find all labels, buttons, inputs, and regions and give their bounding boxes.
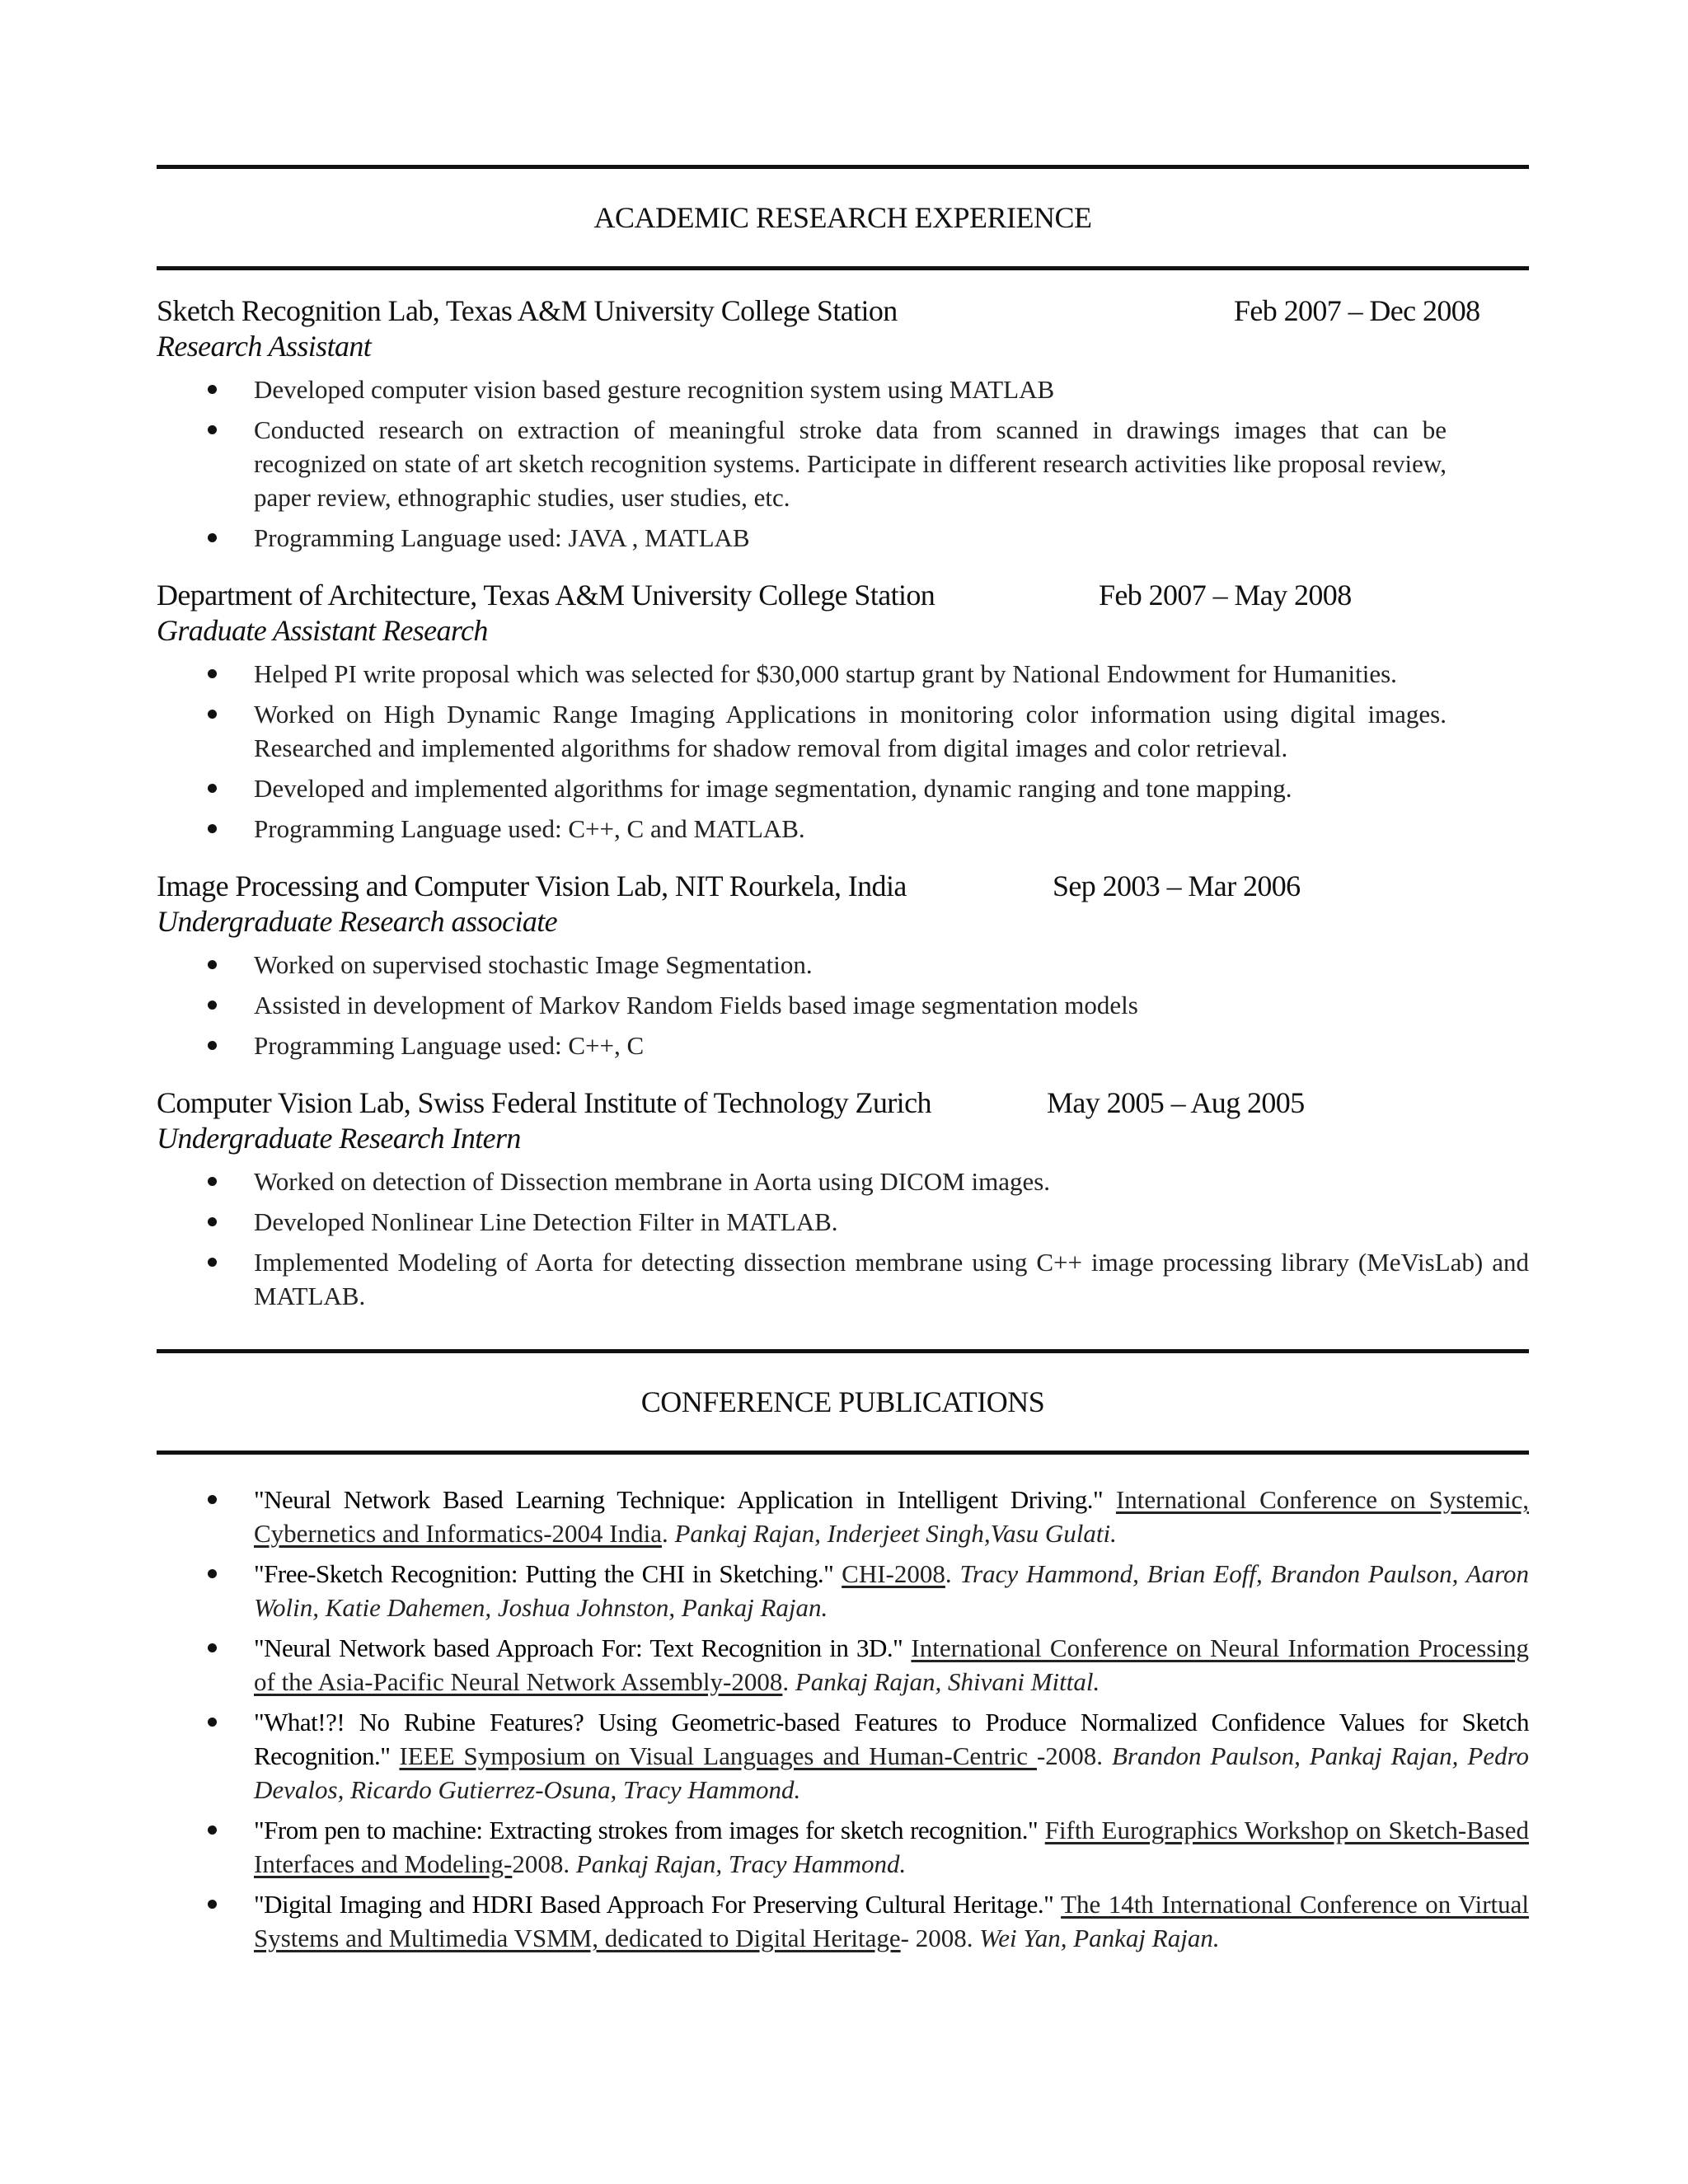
section-bottom-rule — [157, 1451, 1529, 1455]
publication-venue-link[interactable]: The 14th International Conference on Virtual Systems and Multimedia VSMM, dedicated to Digital Heritage — [254, 1890, 1529, 1952]
publication-list — [157, 1483, 1529, 1955]
publication-authors: Brandon Paulson, Pankaj Rajan, Pedro Devalos, Ricardo Gutierrez-Osuna, Tracy Hammond. — [254, 1741, 1530, 1804]
bullet-icon — [208, 824, 217, 833]
entry-role: Graduate Assistant Research — [157, 614, 488, 647]
publication-item — [157, 1557, 1529, 1624]
section-bottom-rule — [157, 266, 1529, 270]
publication-title: "Free-Sketch Recognition: Putting the CHI in Sketching." — [254, 1559, 834, 1588]
research-entry — [157, 578, 1529, 846]
list-item: Developed Nonlinear Line Detection Filter in MATLAB. — [157, 1205, 1529, 1239]
publication-authors: Wei Yan, Pankaj Rajan. — [979, 1924, 1220, 1952]
entry-role: Undergraduate Research associate — [157, 905, 558, 938]
bullet-icon — [208, 1177, 217, 1186]
bullet-icon — [208, 710, 217, 719]
bullet-icon — [208, 385, 217, 394]
list-item: Implemented Modeling of Aorta for detecting dissection membrane using C++ image processing library (MeVisLab) and MATLAB. — [157, 1245, 1529, 1313]
entry-organization: Sketch Recognition Lab, Texas A&M University College Station — [157, 294, 898, 327]
publication-venue-link[interactable]: International Conference on Systemic, Cybernetics and Informatics-2004 India — [254, 1485, 1529, 1548]
bullet-icon — [208, 1495, 217, 1504]
list-item: Developed and implemented algorithms for image segmentation, dynamic ranging and tone mapping. — [157, 771, 1529, 805]
publication-venue-link[interactable]: International Conference on Neural Information Processing of the Asia-Pacific Neural Network Assembly-2008 — [254, 1633, 1530, 1696]
bullet-icon — [208, 1001, 217, 1010]
publication-authors: Pankaj Rajan, Shivani Mittal. — [795, 1667, 1100, 1696]
publication-item — [157, 1483, 1529, 1550]
entry-organization: Department of Architecture, Texas A&M University College Station — [157, 579, 935, 612]
bullet-list — [157, 657, 1529, 846]
section-title-research: ACADEMIC RESEARCH EXPERIENCE — [593, 201, 1092, 234]
publication-venue-link[interactable]: IEEE Symposium on Visual Languages and Human-Centric — [399, 1741, 1037, 1770]
publication-title: "From pen to machine: Extracting strokes from images for sketch recognition." — [254, 1816, 1039, 1844]
list-item: Worked on supervised stochastic Image Segmentation. — [157, 948, 1529, 982]
entry-dates: Sep 2003 – Mar 2006 — [1053, 869, 1301, 902]
section-top-rule — [157, 165, 1529, 169]
list-item: Conducted research on extraction of meaningful stroke data from scanned in drawings images that can be recognized on state of art sketch recognition systems. Participate in different research activities like proposal review, paper review, ethnographic studies, user studies, etc. — [157, 413, 1529, 514]
list-item: Helped PI write proposal which was selected for $30,000 startup grant by National Endowment for Humanities. — [157, 657, 1529, 691]
bullet-icon — [208, 1900, 217, 1909]
bullet-icon — [208, 1217, 217, 1226]
list-item: Programming Language used: C++, C and MATLAB. — [157, 812, 1529, 846]
publication-item — [157, 1887, 1529, 1955]
entry-role: Research Assistant — [157, 330, 372, 363]
entry-organization: Computer Vision Lab, Swiss Federal Institute of Technology Zurich — [157, 1086, 931, 1119]
bullet-list — [157, 373, 1529, 555]
bullet-icon — [208, 960, 217, 969]
research-entry — [157, 293, 1529, 555]
publication-venue-suffix: . — [782, 1667, 790, 1696]
publication-venue-suffix: 2008. — [512, 1849, 570, 1878]
bullet-icon — [208, 669, 217, 678]
research-entry — [157, 1085, 1529, 1313]
section-title-publications: CONFERENCE PUBLICATIONS — [640, 1385, 1045, 1418]
publication-venue-suffix: . — [945, 1559, 952, 1588]
publication-venue-link[interactable]: CHI-2008 — [842, 1559, 945, 1588]
publication-item — [157, 1813, 1529, 1881]
entry-organization: Image Processing and Computer Vision Lab, NIT Rourkela, India — [157, 869, 907, 902]
publication-authors: Pankaj Rajan, Inderjeet Singh,Vasu Gulati. — [674, 1519, 1117, 1548]
resume-page — [157, 165, 1529, 1961]
entry-dates: Feb 2007 – Dec 2008 — [1234, 294, 1480, 327]
publication-venue-suffix: . — [662, 1519, 668, 1548]
bullet-list — [157, 948, 1529, 1062]
entry-role: Undergraduate Research Intern — [157, 1122, 521, 1155]
bullet-icon — [208, 425, 217, 434]
bullet-icon — [208, 784, 217, 793]
publication-venue-suffix: -2008. — [1036, 1741, 1104, 1770]
publication-item — [157, 1631, 1529, 1699]
publication-authors: Pankaj Rajan, Tracy Hammond. — [575, 1849, 907, 1878]
entry-dates: Feb 2007 – May 2008 — [1099, 579, 1352, 612]
list-item: Programming Language used: JAVA , MATLAB — [157, 521, 1529, 555]
section-top-rule — [157, 1349, 1529, 1353]
bullet-icon — [208, 533, 217, 542]
list-item: Worked on detection of Dissection membrane in Aorta using DICOM images. — [157, 1165, 1529, 1198]
publication-title: "Neural Network based Approach For: Text Recognition in 3D." — [254, 1633, 903, 1662]
bullet-icon — [208, 1258, 217, 1267]
bullet-icon — [208, 1569, 217, 1578]
research-entry — [157, 869, 1529, 1062]
publication-title: "Neural Network Based Learning Technique: Application in Intelligent Driving." — [254, 1485, 1104, 1514]
publication-item — [157, 1705, 1529, 1807]
list-item: Developed computer vision based gesture recognition system using MATLAB — [157, 373, 1529, 406]
entry-dates: May 2005 – Aug 2005 — [1047, 1086, 1305, 1119]
bullet-icon — [208, 1825, 217, 1835]
bullet-icon — [208, 1643, 217, 1652]
publication-venue-link[interactable]: Fifth Eurographics Workshop on Sketch-Based Interfaces and Modeling- — [254, 1816, 1529, 1878]
bullet-icon — [208, 1041, 217, 1050]
publication-authors: Tracy Hammond, Brian Eoff, Brandon Paulson, Aaron Wolin, Katie Dahemen, Joshua Johnston, Pankaj Rajan. — [254, 1559, 1530, 1622]
publication-venue-suffix: - 2008. — [900, 1924, 973, 1952]
list-item: Programming Language used: C++, C — [157, 1029, 1529, 1062]
bullet-icon — [208, 1718, 217, 1727]
publication-title: "What!?! No Rubine Features? Using Geometric-based Features to Produce Normalized Confidence Values for Sketch Recognition." — [254, 1708, 1529, 1770]
bullet-list — [157, 1165, 1529, 1313]
list-item: Worked on High Dynamic Range Imaging Applications in monitoring color information using digital images. Researched and implemented algorithms for shadow removal from digital images and color retrieval. — [157, 697, 1529, 765]
list-item: Assisted in development of Markov Random Fields based image segmentation models — [157, 988, 1529, 1022]
publication-title: "Digital Imaging and HDRI Based Approach For Preserving Cultural Heritage." — [254, 1890, 1054, 1919]
